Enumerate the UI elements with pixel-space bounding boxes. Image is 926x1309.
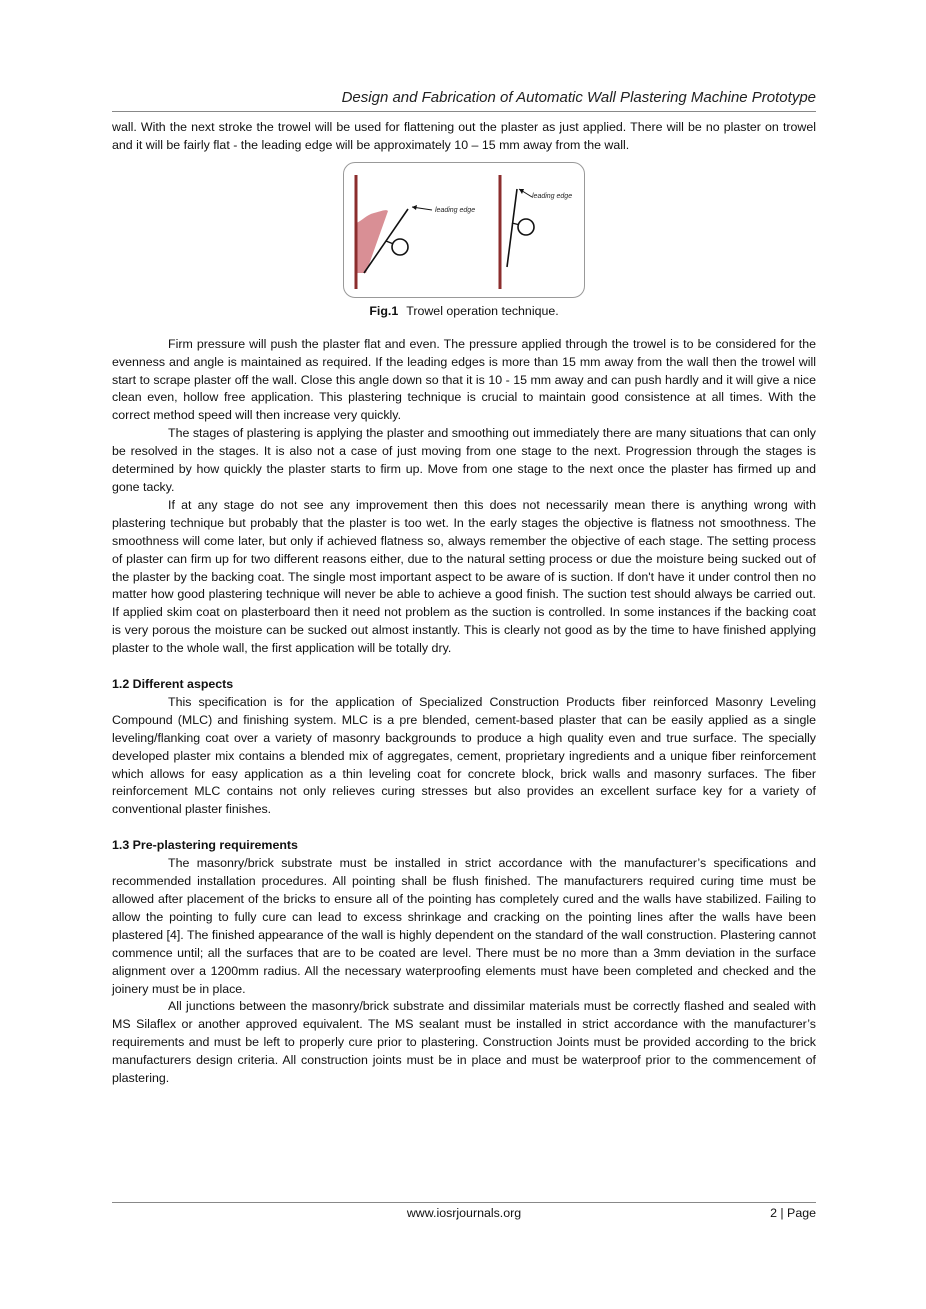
plaster-blob	[356, 210, 388, 273]
right-grip	[518, 219, 534, 235]
section-1-3-paragraph-1: The masonry/brick substrate must be installed in strict accordance with the manufacturer’s specifications and recommended installation procedures. All pointing shall be flush finished. The manufacturers required curing time must be allowed after placement of the bricks to ensure all of the pointing has completely cured and the walls have stabilized. Failing to allow the pointing to fully cure can lead to excess shrinkage and cracking on the pointing lines after the walls have been plastered [4]. The finished appearance of the wall is highly dependent on the standard of the wall construction. Plastering cannot commence until; all the surfaces that are to be coated are level. There must be no more than a 3mm deviation in the surface alignment over a 1200mm radius. All the necessary waterproofing elements must have been completed and checked and the joinery must be in place.	[112, 856, 816, 996]
page-body	[112, 119, 816, 1088]
footer-url: www.iosrjournals.org	[406, 1206, 522, 1220]
section-1-3-paragraph-2: All junctions between the masonry/brick substrate and dissimilar materials must be correctly flashed and sealed with MS Silaflex or another approved equivalent. The MS sealant must be installed in strict accordance with the manufacturer’s requirements and must be left to properly cure prior to plastering. Construction Joints must be provided according to the brick manufacturers design criteria. All construction joints must be in place and must be waterproof prior to the commencement of plastering.	[112, 999, 816, 1086]
section-heading-1-3: 1.3 Pre-plastering requirements	[112, 838, 298, 853]
caption-number: Fig.1	[369, 303, 399, 318]
trowel-figure	[343, 162, 585, 298]
figure-caption	[112, 303, 816, 321]
header-rule	[112, 111, 816, 112]
right-trowel	[507, 189, 517, 267]
left-grip	[392, 239, 408, 255]
body-paragraph-1: Firm pressure will push the plaster flat and even. The pressure applied through the trowel is to be considered for the evenness and angle is maintained as required. If the leading edges is more than 15 mm away from the wall then the trowel will start to scrape plaster off the wall. Close this angle down so that it is 10 - 15 mm away and can push hardly and it will give a nice clean even, hollow free application. This plastering technique is crucial to maintain good consistence at all times. With the correct method speed will then increase very quickly.	[112, 336, 816, 423]
body-paragraph-2: The stages of plastering is applying the plaster and smoothing out immediately there are many situations that can only be resolved in the stages. It is also not a case of just moving from one stage to the next. Progression through the stages is determined by how quickly the plaster starts to firm up. Move from one stage to the next once the plaster has firmed up and gone tacky.	[112, 426, 816, 494]
intro-paragraph: wall. With the next stroke the trowel will be used for flattening out the plaster as just applied. There will be no plaster on trowel and it will be fairly flat - the leading edge will be approximately 10 – 15 mm away from the wall.	[112, 120, 816, 152]
page-number: 2 | Page	[770, 1206, 816, 1220]
section-1-2-paragraph: This specification is for the application of Specialized Construction Products fiber reinforced Masonry Leveling Compound (MLC) and finishing system. MLC is a pre blended, cement-based plaster that can be easily applied as a single leveling/flanking coat over a variety of masonry backgrounds to produce a high quality even and true surface. The specially developed plaster mix contains a blended mix of aggregates, cement, proprietary ingredients and a unique fiber reinforcement which allows for easy application as a thin leveling coat for concrete block, brick walls and masonry surfaces. The fiber reinforcement MLC contains not only relieves curing stresses but also provides an excellent surface key for a variety of conventional plaster finishes.	[112, 694, 816, 817]
right-label: leading edge	[532, 192, 573, 200]
caption-text: Trowel operation technique.	[406, 303, 559, 318]
body-paragraph-3: If at any stage do not see any improvement then this does not necessarily mean there is anything wrong with plastering technique but probably that the plaster is too wet. In the early stages the objective is flatness not smoothness. The smoothness will come later, but only if achieved flatness so, always remember the objective of each stage. The setting process of plaster can firm up for two different reasons either, due to the natural setting process or due the moisture being sucked out of the plaster by the backing coat. The single most important aspect to be aware of is suction. If don't have it under control then no matter how good plastering technique will never be able to achieve a good finish. The suction test should always be carried out. If applied skim coat on plasterboard then it need not problem as the suction is controlled. In some instances if the backing coat is very porous the moisture can be sucked out almost instantly. This is clearly not good as by the time to have finished applying plaster to the whole wall, the first application will be totally dry.	[112, 497, 816, 656]
section-heading-1-2: 1.2 Different aspects	[112, 677, 234, 692]
left-label: leading edge	[435, 206, 476, 214]
running-header: Design and Fabrication of Automatic Wall Plastering Machine Prototype	[341, 89, 816, 106]
footer-rule	[112, 1202, 816, 1203]
trowel-diagram	[344, 163, 584, 297]
